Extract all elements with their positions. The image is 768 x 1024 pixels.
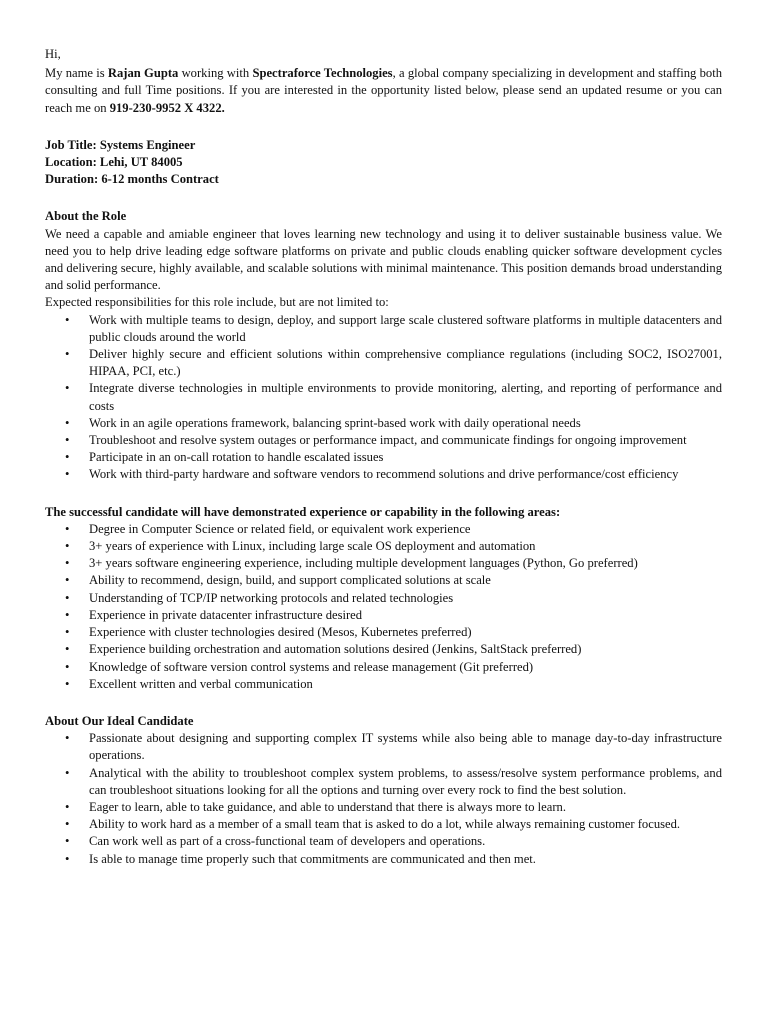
bullet-icon: • — [65, 659, 70, 674]
bullet-icon: • — [65, 799, 70, 814]
list-item-text: 3+ years software engineering experience, including multiple development languages (Python, Go preferred) — [89, 556, 638, 571]
list-item-text: Experience with cluster technologies desired (Mesos, Kubernetes preferred) — [89, 625, 472, 640]
list-item-text: Work with third-party hardware and software vendors to recommend solutions and drive performance/cost efficiency — [89, 467, 679, 482]
bullet-icon: • — [65, 731, 70, 746]
list-item — [45, 572, 722, 589]
list-item-text: Is able to manage time properly such that commitments are communicated and then met. — [89, 851, 536, 866]
list-item — [45, 799, 722, 816]
bullet-icon: • — [65, 347, 70, 362]
bullet-icon: • — [65, 642, 70, 657]
list-item — [45, 555, 722, 572]
list-item — [45, 833, 722, 850]
list-item-text: Analytical with the ability to troubleshoot complex system problems, to assess/resolve system performance problems, and can troubleshoot situations looking for all the options and turning over every rock to find the best solution. — [89, 765, 722, 797]
list-item-text: Work in an agile operations framework, balancing sprint-based work with daily operational needs — [89, 415, 581, 430]
bullet-icon: • — [65, 573, 70, 588]
list-item — [45, 449, 722, 466]
responsibilities-intro: Expected responsibilities for this role include, but are not limited to: — [45, 295, 389, 310]
list-item — [45, 590, 722, 607]
intro-paragraph — [45, 65, 722, 117]
bullet-icon: • — [65, 415, 70, 430]
about-role-paragraph: We need a capable and amiable engineer that loves learning new technology and using it to deliver sustainable business value. We need you to help drive leading edge software platforms on private and public clouds enabling quicker software development cycles and delivering secure, highly available, and scalable solutions with minimal maintenance. This position demands broad understanding and solid performance. — [45, 226, 722, 293]
list-item-text: Excellent written and verbal communication — [89, 676, 313, 691]
list-item — [45, 466, 722, 483]
about-role-heading: About the Role — [45, 209, 127, 224]
list-item — [45, 730, 722, 764]
bullet-icon: • — [65, 521, 70, 536]
recruiter-name: Rajan Gupta — [107, 66, 179, 81]
list-item-text: Can work well as part of a cross-functional team of developers and operations. — [89, 834, 486, 849]
bullet-icon: • — [65, 467, 70, 482]
bullet-icon: • — [65, 433, 70, 448]
phone-number: 919-230-9952 X 4322. — [109, 100, 225, 115]
list-item — [45, 380, 722, 414]
bullet-icon: • — [65, 590, 70, 605]
list-item-text: Passionate about designing and supporting complex IT systems while also being able to manage day-to-day infrastructure operations. — [89, 731, 722, 763]
responsibilities-list — [45, 312, 722, 484]
bullet-icon: • — [65, 676, 70, 691]
job-duration: Duration: 6-12 months Contract — [45, 172, 219, 187]
job-location: Location: Lehi, UT 84005 — [45, 155, 183, 170]
bullet-icon: • — [65, 450, 70, 465]
list-item — [45, 538, 722, 555]
list-item — [45, 659, 722, 676]
list-item-text: Understanding of TCP/IP networking protocols and related technologies — [89, 590, 454, 605]
bullet-icon: • — [65, 556, 70, 571]
list-item-text: Experience in private datacenter infrastructure desired — [89, 607, 363, 622]
bullet-icon: • — [65, 625, 70, 640]
company-name: Spectraforce Technologies — [252, 66, 393, 81]
bullet-icon: • — [65, 381, 70, 396]
list-item — [45, 415, 722, 432]
job-details — [45, 137, 722, 189]
qualifications-heading: The successful candidate will have demonstrated experience or capability in the following areas: — [45, 504, 561, 519]
list-item — [45, 765, 722, 799]
list-item — [45, 641, 722, 658]
document-page — [45, 46, 722, 868]
list-item-text: Experience building orchestration and automation solutions desired (Jenkins, SaltStack preferred) — [89, 642, 582, 657]
bullet-icon: • — [65, 539, 70, 554]
list-item-text: Deliver highly secure and efficient solutions within comprehensive compliance regulations (including SOC2, ISO27001, HIPAA, PCI, etc.) — [89, 347, 722, 379]
greeting: Hi, — [45, 47, 61, 61]
list-item — [45, 432, 722, 449]
list-item — [45, 676, 722, 693]
list-item — [45, 607, 722, 624]
list-item — [45, 624, 722, 641]
intro-prefix: My name is — [45, 66, 108, 81]
ideal-candidate-heading: About Our Ideal Candidate — [45, 713, 194, 728]
list-item-text: Work with multiple teams to design, deploy, and support large scale clustered software platforms in multiple datacenters and public clouds around the world — [89, 312, 722, 344]
list-item-text: Integrate diverse technologies in multiple environments to provide monitoring, alerting, and reporting of performance and costs — [89, 381, 722, 413]
list-item — [45, 851, 722, 868]
list-item-text: Eager to learn, able to take guidance, and able to understand that there is always more to learn. — [89, 799, 566, 814]
intro-suffix: , a global company specializing in development and staffing both consulting and full Time positions. If you are interested in the opportunity listed below, please send an updated resume or you can reach me on — [45, 66, 722, 115]
bullet-icon: • — [65, 765, 70, 780]
qualifications-list — [45, 521, 722, 693]
bullet-icon: • — [65, 851, 70, 866]
bullet-icon: • — [65, 607, 70, 622]
list-item-text: Participate in an on-call rotation to handle escalated issues — [89, 450, 384, 465]
list-item — [45, 816, 722, 833]
list-item-text: Ability to recommend, design, build, and support complicated solutions at scale — [89, 573, 491, 588]
list-item-text: 3+ years of experience with Linux, including large scale OS deployment and automation — [89, 539, 536, 554]
bullet-icon: • — [65, 834, 70, 849]
bullet-icon: • — [65, 817, 70, 832]
list-item — [45, 521, 722, 538]
job-title: Job Title: Systems Engineer — [45, 137, 196, 152]
ideal-candidate-list — [45, 730, 722, 868]
intro-middle: working with — [178, 66, 253, 81]
list-item-text: Troubleshoot and resolve system outages or performance impact, and communicate findings for ongoing improvement — [89, 433, 687, 448]
list-item — [45, 346, 722, 380]
list-item-text: Degree in Computer Science or related field, or equivalent work experience — [89, 521, 471, 536]
list-item-text: Ability to work hard as a member of a small team that is asked to do a lot, while always remaining customer focused. — [89, 817, 681, 832]
list-item-text: Knowledge of software version control systems and release management (Git preferred) — [89, 659, 534, 674]
list-item — [45, 312, 722, 346]
bullet-icon: • — [65, 312, 70, 327]
